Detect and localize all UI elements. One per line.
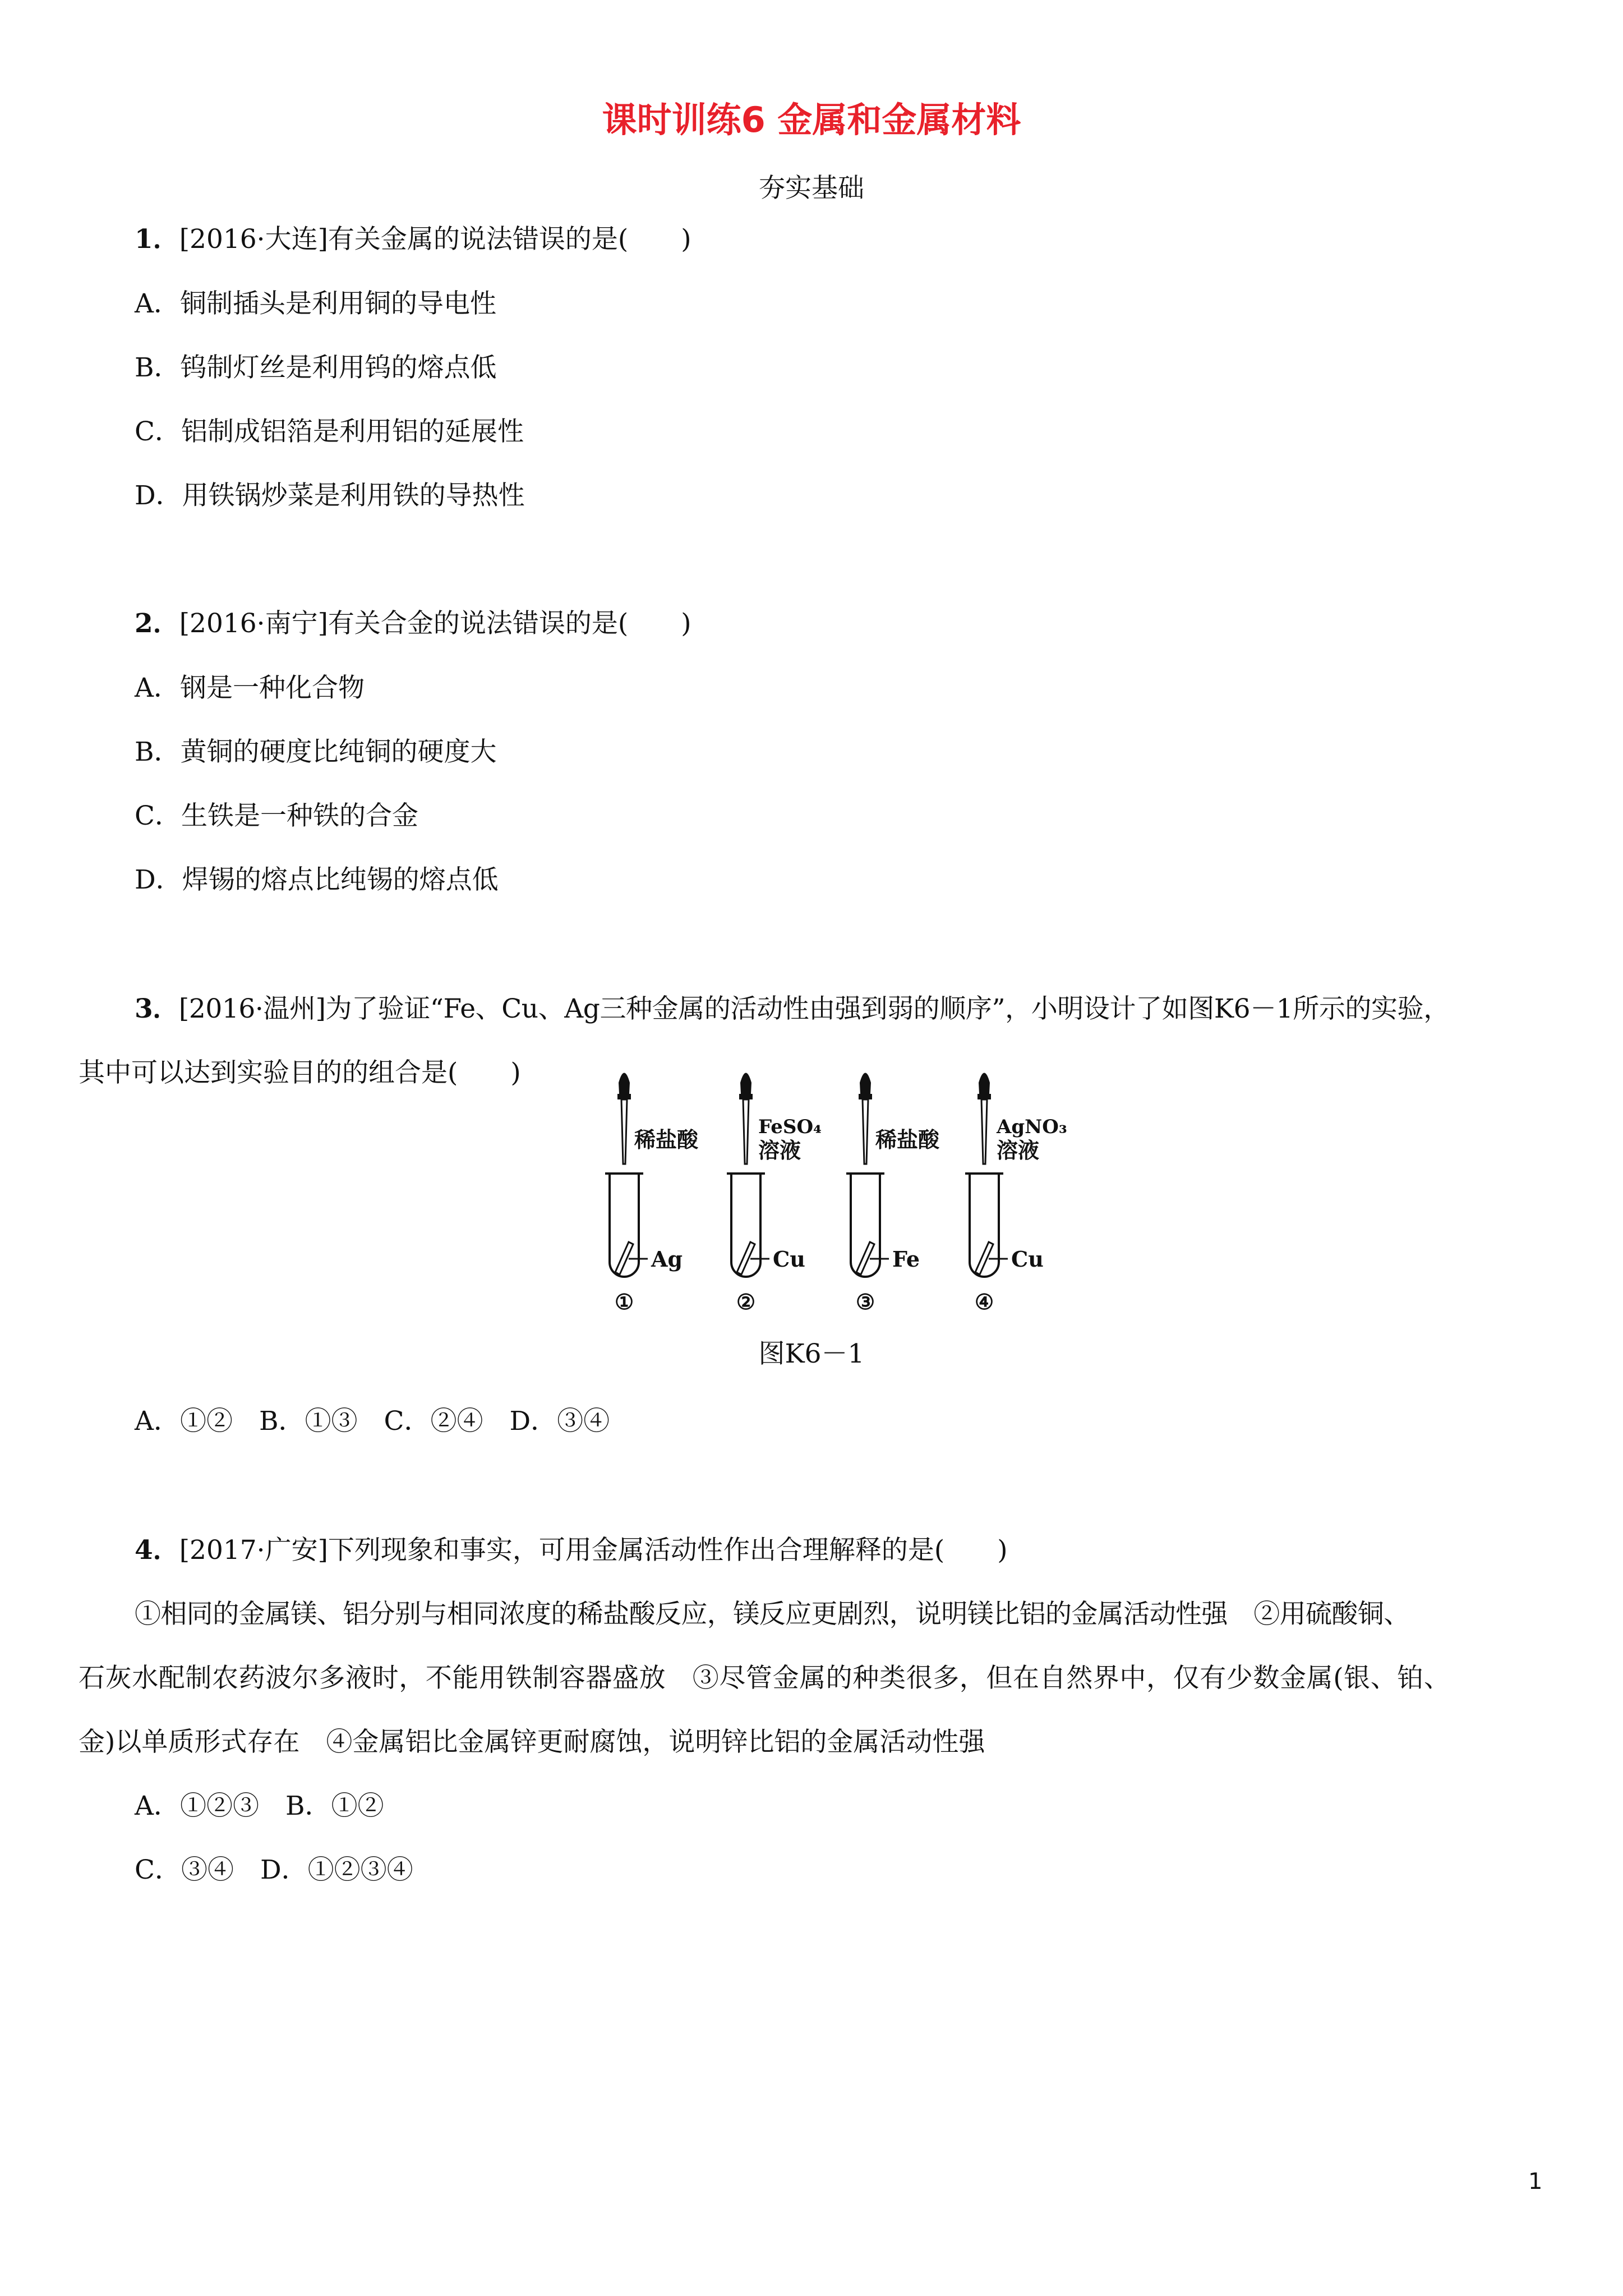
tube-index: ③ [855, 1289, 875, 1314]
question-stem-line-2: 其中可以达到实验目的的组合是( ) [79, 1057, 521, 1088]
option-2b: B．黄铜的硬度比纯铜的硬度大 [135, 737, 497, 767]
reagent-label: 稀盐酸 [634, 1127, 699, 1152]
dropper-tube [863, 1099, 868, 1164]
tube-index: ④ [974, 1289, 994, 1314]
option-2d: D．焊锡的熔点比纯锡的熔点低 [135, 864, 499, 895]
section-heading: 夯实基础 [759, 173, 864, 204]
option-1a: A．铜制插头是利用铜的导电性 [135, 288, 496, 319]
option-1b: B．钨制灯丝是利用钨的熔点低 [135, 352, 497, 383]
options-4-line-2: C．③④ D．①②③④ [135, 1855, 413, 1885]
question-4 [135, 1535, 1008, 1566]
option-1c: C．铝制成铝箔是利用铝的延展性 [135, 416, 524, 447]
test-tube-body [610, 1174, 639, 1277]
question-4-body-line-1: ①相同的金属镁、铝分别与相同浓度的稀盐酸反应，镁反应更剧烈，说明镁比铝的金属活动性强 ②用硫酸铜、 [135, 1599, 1410, 1630]
metal-label: Ag [651, 1246, 683, 1272]
metal-label: Cu [773, 1246, 805, 1272]
question-number: 1． [135, 224, 179, 255]
metal-label: Fe [892, 1246, 920, 1272]
question-stem-line-1: [2016·温州]为了验证“Fe、Cu、Ag三种金属的活动性由强到弱的顺序”，小明设计了如图K6－1所示的实验， [178, 993, 1450, 1024]
dropper-bulb [619, 1073, 630, 1094]
test-tube-4 [965, 1073, 1067, 1315]
test-tube-2 [727, 1073, 822, 1315]
reagent-label: 溶液 [997, 1138, 1040, 1163]
options-4-line-1: A．①②③ B．①② [135, 1791, 384, 1821]
dropper-bulb [860, 1073, 871, 1094]
test-tube-3 [846, 1073, 940, 1315]
reagent-formula: FeSO₄ [758, 1116, 822, 1138]
test-tube-1 [605, 1073, 699, 1315]
tube-index: ② [736, 1289, 756, 1314]
test-tube-body [731, 1174, 760, 1277]
dropper-tube [981, 1099, 987, 1164]
option-2c: C．生铁是一种铁的合金 [135, 800, 418, 831]
test-tube-body [851, 1174, 880, 1277]
reagent-label: 稀盐酸 [875, 1127, 940, 1152]
question-number: 4． [135, 1535, 179, 1566]
options-3: A．①② B．①③ C．②④ D．③④ [135, 1406, 610, 1437]
tube-index: ① [614, 1289, 634, 1314]
question-stem: [2016·南宁]有关合金的说法错误的是( ) [179, 608, 691, 639]
option-1d: D．用铁锅炒菜是利用铁的导热性 [135, 480, 525, 511]
question-stem: [2016·大连]有关金属的说法错误的是( ) [179, 224, 691, 255]
dropper-tube [621, 1099, 627, 1164]
question-number: 2． [135, 608, 179, 639]
dropper-bulb [979, 1073, 990, 1094]
question-4-body-line-3: 金)以单质形式存在 ④金属铝比金属锌更耐腐蚀，说明锌比铝的金属活动性强 [79, 1727, 985, 1757]
dropper-tube [743, 1099, 749, 1164]
test-tube-body [970, 1174, 999, 1277]
question-4-body-line-2: 石灰水配制农药波尔多液时，不能用铁制容器盛放 ③尽管金属的种类很多，但在自然界中，仅有少数金属(银、铂、 [79, 1663, 1451, 1694]
figure-caption: 图K6－1 [758, 1338, 865, 1369]
page-title: 课时训练6 金属和金属材料 [602, 99, 1021, 140]
page-number: 1 [1528, 2169, 1543, 2194]
dropper-bulb [740, 1073, 751, 1094]
question-number: 3． [135, 993, 179, 1024]
question-stem: [2017·广安]下列现象和事实，可用金属活动性作出合理解释的是( ) [179, 1535, 1008, 1566]
option-2a: A．钢是一种化合物 [135, 673, 365, 703]
metal-label: Cu [1011, 1246, 1044, 1272]
reagent-label: 溶液 [758, 1138, 801, 1163]
reagent-formula: AgNO₃ [997, 1116, 1067, 1138]
